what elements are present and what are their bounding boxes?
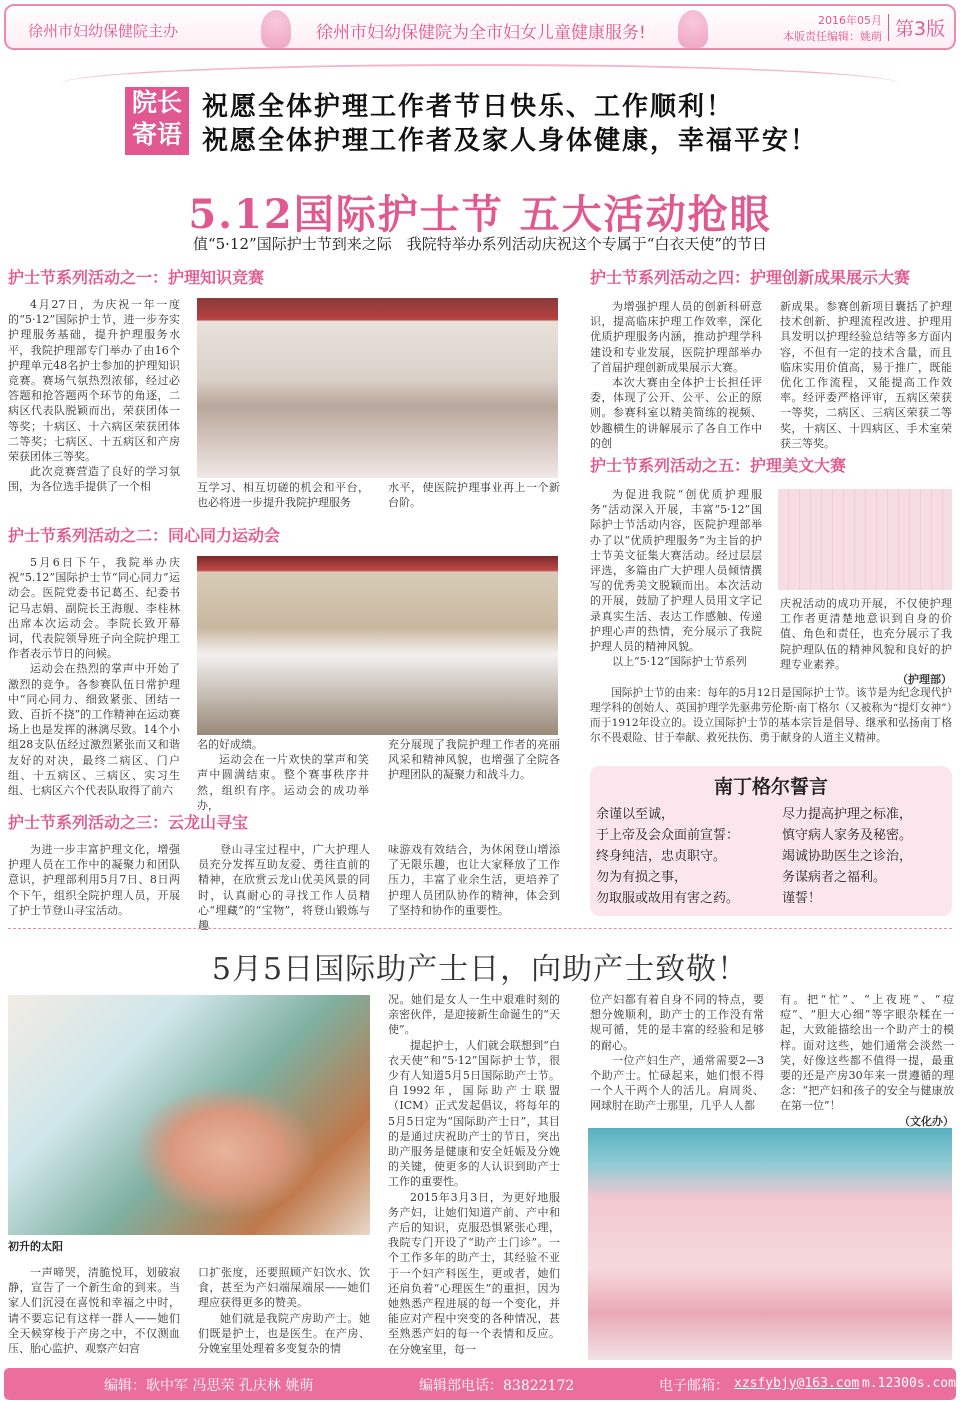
doll-illustration-icon (678, 10, 708, 48)
pledge-line: 竭诚协助医生之诊治， (782, 849, 913, 864)
pledge-line: 尽力提高护理之标准， (782, 807, 913, 822)
article-column (8, 1265, 180, 1356)
paragraph: 她们就是我院产房助产士。她们既是护士，也是医生。在产房、分娩室里处理着多变复杂的情 (198, 1311, 370, 1356)
column-text (780, 596, 952, 672)
article-column (197, 480, 369, 510)
footer-bar (4, 1368, 956, 1400)
section-heading: 护士节系列活动之一：护理知识竞赛 (8, 268, 265, 287)
article-column (198, 1265, 370, 1356)
essay-display-board-photo (778, 489, 952, 590)
pledge-line: 终身纯洁，忠贞职守。 (596, 849, 727, 864)
paragraph: 为促进我院“创优质护理服务”活动深入开展，丰富“5·12”国际护士节活动内容，医院护理部举办了以“优质护理服务”为主旨的护士节美文征集大赛活动。经过层层评选，多篇由广大护理人员倾情撰写的优秀美文脱颖而出。本次活动的开展，鼓励了护理人员用文字记录真实生活、表达工作感触、传递护理心声的热情，充分展示了我院护理人员的精神风貌。 (590, 488, 762, 654)
page-editor: 本版责任编辑：姚萌 (783, 30, 882, 43)
article-column (197, 737, 369, 813)
article-column (590, 487, 762, 669)
slogan: 徐州市妇幼保健院为全市妇女儿童健康服务! (316, 23, 646, 43)
section-heading: 护士节系列活动之五：护理美文大赛 (590, 456, 847, 475)
pledge-line: 慎守病人家务及秘密。 (782, 828, 913, 843)
badge-top: 院长 (131, 88, 182, 117)
paragraph: 充分展现了我院护理工作者的亮丽风采和精神风貌，也增强了全院各护理团队的凝聚力和战斗力。 (388, 738, 560, 782)
masthead (4, 4, 956, 50)
article-column (8, 297, 180, 495)
photo-caption: 初升的太阳 (8, 1240, 63, 1253)
paragraph: 以上“5·12”国际护士节系列 (612, 655, 747, 669)
pledge-line: 谨誓！ (782, 891, 822, 906)
section-divider (8, 928, 952, 929)
column-text (780, 992, 954, 1114)
paragraph: 提起护士，人们就会联想到“白衣天使”和“5·12”国际护士节，很少有人知道5月5日国际助产士节。自1992年，国际助产士联盟（ICM）正式发起倡议，将每年的5月5日定为“国际助产士日”，其目的是通过庆祝助产士的节日，突出助产服务是健康和安全妊娠及分娩的关键，使更多的人认识到助产士工作的重要性。 (388, 1038, 560, 1189)
paragraph: 5月6日下午，我院举办庆祝“5.12”国际护士节“同心同力”运动会。医院党委书记葛丕、纪委书记马志娟、副院长王海舰、李桂林出席本次运动会。李院长致开幕词，代表院领导班子向全院护理工作者表示节日的问候。 (8, 556, 180, 661)
article-column (780, 992, 954, 1129)
paragraph: 有。把“忙”、“上夜班”、“痘痘”、“胆大心细”等字眼杂糅在一起，大致能描绘出一个助产士的模样。面对这些，她们通常会淡然一笑，好像这些都不值得一提，最重要的还是产房30年来一贯遵循的理念：“把产妇和孩子的安全与健康放在第一位”！ (780, 993, 954, 1113)
pledge-line: 于上帝及会众面前宣誓： (596, 828, 740, 843)
pledge-line: 余谨以至诚， (596, 807, 675, 822)
byline: （文化办） (899, 1114, 954, 1128)
article-column (388, 842, 560, 918)
paragraph: 况。她们是女人一生中艰难时刻的亲密伙伴，是迎接新生命诞生的“天使”。 (388, 993, 560, 1037)
paragraph: 为进一步丰富护理文化，增强护理人员在工作中的凝聚力和团队意识，护理部利用5月7日、8日两个下午，组织全院护理人员，开展了护士节登山寻宝活动。 (8, 843, 180, 917)
paragraph: 庆祝活动的成功开展，不仅使护理工作者更清楚地意识到自身的价值、角色和责任，也充分展示了我院护理队伍的精神风貌和良好的护理专业素养。 (780, 597, 952, 671)
paragraph: 水平，使医院护理事业再上一个新台阶。 (388, 481, 560, 510)
paragraph: 名的好成绩。 (197, 738, 263, 751)
pledge-left (596, 804, 739, 909)
sub-headline: 值“5·12”国际护士节到来之际 我院特举办系列活动庆祝这个专属于“白衣天使”的节日 (192, 235, 768, 253)
paragraph: 为增强护理人员的创新科研意识，提高临床护理工作效率，深化优质护理服务内涵，推动护理学科建设和专业发展，医院护理部举办了首届护理创新成果展示大赛。 (590, 300, 762, 374)
article-column (388, 737, 560, 783)
pledge-title: 南丁格尔誓言 (713, 776, 828, 798)
article-column (590, 992, 764, 1114)
paragraph: 运动会在热烈的掌声中开始了激烈的竞争。各参赛队伍日常护理中“同心同力、细致紧张、团结一致、百折不挠”的工作精神在运动赛场上也是发挥的淋漓尽致。14个小组28支队伍经过激烈紧张而又和谐友好的对决，最终二病区、门户组、十五病区、三病区、实习生组、七病区六个代表队取得了前六 (8, 662, 180, 798)
midwife-headline: 5月5日国际助产士日，向助产士致敬！ (211, 952, 749, 987)
badge-bottom: 寄语 (131, 120, 182, 149)
watermark: m.12300s.com (862, 1376, 956, 1391)
dean-message-line: 祝愿全体护理工作者节日快乐、工作顺利！ (202, 92, 735, 122)
article-column (780, 299, 952, 451)
publisher: 徐州市妇幼保健院主办 (28, 22, 179, 40)
midwives-with-newborn-photo (588, 1128, 952, 1360)
main-headline: 5.12国际护士节 五大活动抢眼 (188, 191, 772, 238)
article-column (8, 555, 180, 798)
article-column (590, 299, 762, 451)
paragraph: 口扩张度，还要照顾产妇饮水、饮食，甚至为产妇端屎端尿——她们理应获得更多的赞美。 (198, 1266, 370, 1310)
paragraph: 一声啼哭，清脆悦耳，划破寂静，宣告了一个新生命的到来。当家人们沉浸在喜悦和幸福之中时，请不要忘记有这样一群人——她们全天候穿梭于产房之中，不仅测血压、胎心监护、观察产妇宫 (8, 1266, 180, 1356)
byline: （护理部） (897, 673, 952, 687)
article-column (780, 596, 952, 687)
footer-editors: 编辑：耿中军 冯思荣 孔庆林 姚萌 (104, 1378, 314, 1394)
pledge-right (782, 804, 912, 909)
page-number: 第3版 (888, 14, 945, 41)
nightingale-pledge-box (590, 766, 952, 916)
issue-date: 2016年05月 (818, 14, 882, 27)
dean-message-line: 祝愿全体护理工作者及家人身体健康，幸福平安！ (202, 126, 819, 156)
footer-email-label: 电子邮箱： (659, 1378, 729, 1394)
article-column (8, 842, 180, 918)
paragraph: 此次竞赛营造了良好的学习氛围，为各位选手提供了一个相 (8, 465, 180, 494)
footer-email-link[interactable]: xzsfybjy@163.com (734, 1376, 860, 1391)
sports-meeting-photo (197, 556, 558, 735)
newborn-baby-photo (8, 995, 370, 1235)
paragraph: 互学习、相互切磋的机会和平台，也必将进一步提升我院护理服务 (197, 481, 369, 510)
article-column (388, 992, 560, 1357)
article-column (388, 480, 560, 510)
pledge-line: 勿取服或故用有害之药。 (596, 891, 740, 906)
paragraph: 运动会在一片欢快的掌声和笑声中圆满结束。整个赛事秩序井然，组织有序。运动会的成功举办， (197, 753, 369, 812)
paragraph: 本次大赛由全体护士长担任评委，体现了公开、公平、公正的原则。参赛科室以精美简练的视频、妙趣横生的讲解展示了各自工作中的创 (590, 376, 762, 450)
doll-illustration-icon (261, 10, 291, 48)
quiz-competition-photo (197, 298, 558, 478)
section-heading: 护士节系列活动之三：云龙山寻宝 (8, 813, 249, 832)
paragraph: 2015年3月3日，为更好地服务产妇，让她们知道产前、产中和产后的知识，克服恐惧紧张心理，我院专门开设了“助产士门诊”。一个工作多年的助产士，其经验不亚于一个妇产科医生，更或者，她们还肩负着“心理医生”的重担，因为她熟悉产程进展的每一个变化，并能应对产程中突变的各种情况，甚至熟悉产妇的每一个表情和反应。在分娩室里，每一 (388, 1190, 560, 1356)
pledge-line: 勿为有损之事， (596, 870, 688, 885)
paragraph: 一位产妇生产，通常需要2—3个助产士。忙碌起来，她们恨不得一个人干两个人的活儿。肩周炎、网球肘在助产士那里，几乎人人都 (590, 1053, 764, 1113)
paragraph: 4月27日，为庆祝一年一度的“5·12”国际护士节，进一步夯实护理服务基础，提升护理服务水平，我院护理部专门举办了由16个护理单元48名护士参加的护理知识竞赛。赛场气氛热烈浓郁，经过必答题和抢答题两个环节的角逐，二病区代表队脱颖而出，荣获团体一等奖；十病区、十六病区荣获团体二等奖；七病区、十五病区和产房荣获团体三等奖。 (8, 298, 180, 464)
pledge-line: 务谋病者之福利。 (782, 870, 887, 885)
footer-phone: 编辑部电话：83822172 (419, 1378, 575, 1394)
paragraph: 登山寻宝过程中，广大护理人员充分发挥互助友爱、勇往直前的精神，在欣赏云龙山优美风景的同时，认真耐心的寻找工作人员精心“埋藏”的“宝物”，将登山锻炼与趣 (198, 843, 370, 933)
paragraph: 新成果。参赛创新项目囊括了护理技术创新、护理流程改进、护理用具发明以护理经验总结等多方面内容，不但有一定的技术含量，而且临床实用价值高，易于推广，既能优化工作流程，又能提高工作效率。经评委严格评审，五病区荣获一等奖，二病区、三病区荣获二等奖，十病区、十四病区、手术室荣获三等奖。 (780, 300, 952, 450)
paragraph: 位产妇都有着自身不同的特点，要想分娩顺利，助产士的工作没有常规可循，凭的是丰富的经验和足够的耐心。 (590, 993, 764, 1052)
dean-message-badge (125, 87, 189, 155)
nurses-day-origin: 国际护士节的由来：每年的5月12日是国际护士节。该节是为纪念现代护理学科的创始人、英国护理学先驱弗劳伦斯·南丁格尔（又被称为“提灯女神”）而于1912年设立的。设立国际护士节的基本宗旨是倡导、继承和弘扬南丁格尔不畏艰险、甘于奉献、救死扶伤、勇于献身的人道主义精神。 (590, 687, 952, 744)
section-heading: 护士节系列活动之二：同心同力运动会 (8, 526, 281, 545)
article-column (198, 842, 370, 933)
section-heading: 护士节系列活动之四：护理创新成果展示大赛 (590, 268, 911, 287)
paragraph: 味游戏有效结合，为休闲登山增添了无限乐趣，也让大家释放了工作压力，丰富了业余生活，更培养了护理人员团队协作的精神，体会到了坚持和协作的重要性。 (388, 843, 560, 917)
